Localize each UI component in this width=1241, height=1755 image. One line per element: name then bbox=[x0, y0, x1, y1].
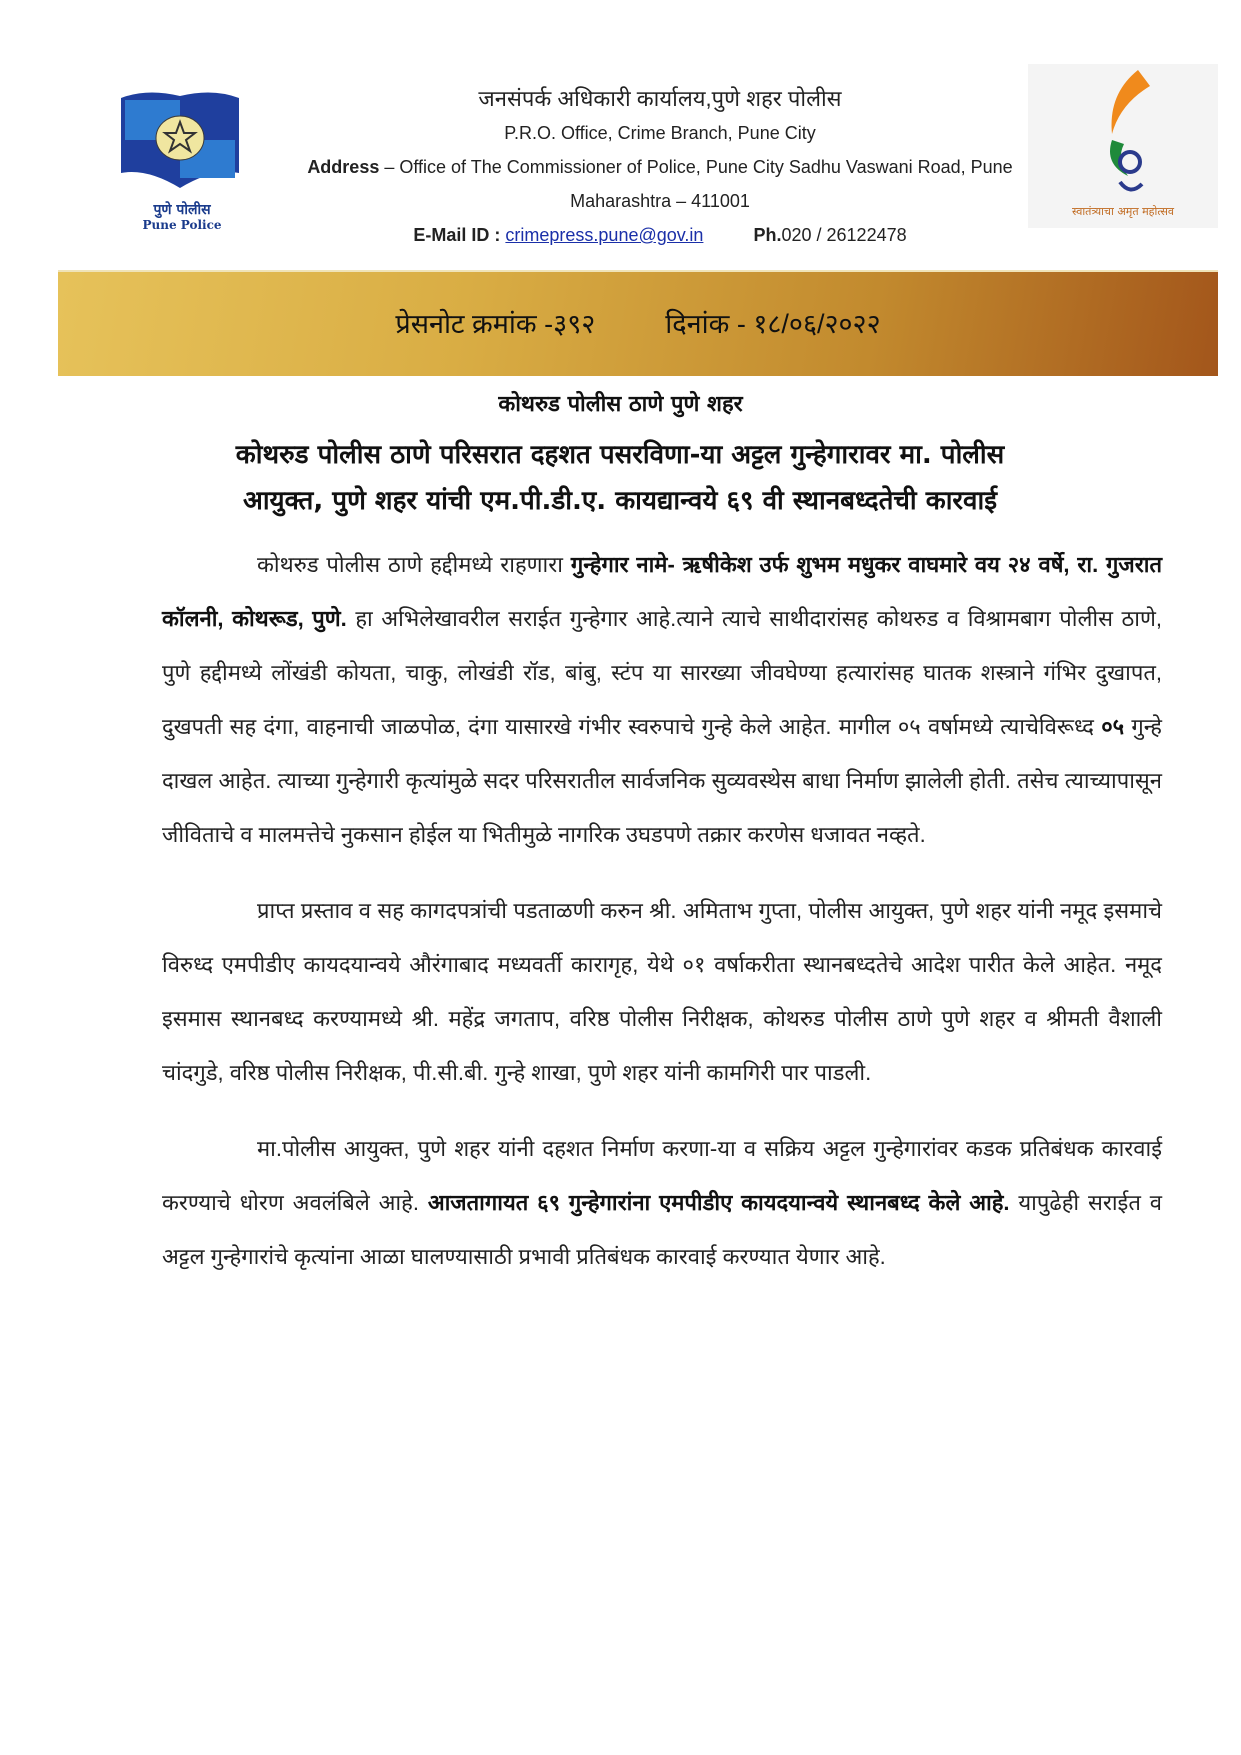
headline-line-2: आयुक्त, पुणे शहर यांची एम.पी.डी.ए. कायद्यान्वये ६९ वी स्थानबध्दतेची कारवाई bbox=[242, 486, 998, 516]
address-label: Address bbox=[307, 157, 380, 177]
p1-text-a: कोथरुड पोलीस ठाणे हद्दीमध्ये राहणारा bbox=[257, 552, 571, 577]
paragraph-2: प्राप्त प्रस्ताव व सह कागदपत्रांची पडताळणी करुन श्री. अमिताभ गुप्ता, पोलीस आयुक्त, पुणे शहर यांनी नमूद इसमाचे विरुध्द एमपीडीए कायदयान्वये औरंगाबाद मध्यवर्ती कारागृह, येथे ०१ वर्षाकरीता स्थानबध्दतेचे आदेश पारीत केले आहेत. नमूद इसमास स्थानबध्द करण्यामध्ये श्री. महेंद्र जगताप, वरिष्ठ पोलीस निरीक्षक, कोथरुड पोलीस ठाणे पुणे शहर व श्रीमती वैशाली चांदगुडे, वरिष्ठ पोलीस निरीक्षक, पी.सी.बी. गुन्हे शाखा, पुणे शहर यांनी कामगिरी पार पाडली. bbox=[162, 898, 1162, 1085]
address-line bbox=[290, 150, 1030, 184]
press-note-date: दिनांक - १८/०६/२०२२ bbox=[665, 309, 881, 339]
phone-number: 020 / 26122478 bbox=[781, 225, 907, 245]
headline-line-1: कोथरुड पोलीस ठाणे परिसरात दहशत पसरविणा-या अट्टल गुन्हेगारावर मा. पोलीस bbox=[235, 440, 1005, 470]
email-label: E-Mail ID : bbox=[413, 225, 506, 245]
headline bbox=[150, 432, 1090, 524]
case-count: ०५ bbox=[1101, 714, 1125, 739]
police-station-subtitle: कोथरुड पोलीस ठाणे पुणे शहर bbox=[498, 392, 743, 417]
paragraph-1 bbox=[162, 538, 1162, 862]
phone-label: Ph. bbox=[753, 225, 782, 245]
azadi-ka-amrit-mahotsav-logo bbox=[1028, 64, 1218, 228]
contact-line bbox=[290, 218, 1030, 252]
pune-police-logo bbox=[112, 88, 252, 238]
press-note-banner bbox=[58, 272, 1218, 376]
address-text: – Office of The Commissioner of Police, Pune City Sadhu Vaswani Road, Pune bbox=[379, 157, 1013, 177]
p3-text-c: यापुढेही सराईत व अट्टल गुन्हेगारांचे कृत्यांना आळा घालण्यासाठी प्रभावी प्रतिबंधक कारवाई करण्यात येणार आहे. bbox=[162, 1190, 1163, 1269]
amrit-mahotsav-flame-icon bbox=[1068, 64, 1178, 204]
logo-caption-marathi: पुणे पोलीस bbox=[153, 202, 211, 218]
office-details bbox=[290, 82, 1030, 252]
office-name-english: P.R.O. Office, Crime Branch, Pune City bbox=[504, 123, 816, 143]
p3-text-a: मा.पोलीस आयुक्त, पुणे शहर यांनी दहशत निर्माण करणा-या व सक्रिय अट्टल गुन्हेगारांवर कडक प्रतिबंधक कारवाई करण्याचे धोरण अवलंबिले आहे. bbox=[162, 1136, 1162, 1215]
paragraph-3 bbox=[162, 1122, 1162, 1284]
letterhead bbox=[0, 0, 1241, 260]
address-line-2: Maharashtra – 411001 bbox=[570, 191, 750, 211]
logo-caption-english: Pune Police bbox=[142, 218, 222, 232]
office-name-marathi: जनसंपर्क अधिकारी कार्यालय,पुणे शहर पोलीस bbox=[478, 86, 842, 111]
amrit-mahotsav-caption: स्वातंत्र्याचा अमृत महोत्सव bbox=[1071, 205, 1175, 218]
press-note-number: प्रेसनोट क्रमांक -३९२ bbox=[395, 309, 596, 339]
police-shield-icon bbox=[117, 88, 243, 198]
press-note-body bbox=[162, 538, 1162, 1306]
mpda-total-statement: आजतागायत ६९ गुन्हेगारांना एमपीडीए कायदयान्वये स्थानबध्द केले आहे. bbox=[427, 1190, 1010, 1215]
accused-details: गुन्हेगार नामे- ऋषीकेश उर्फ शुभम मधुकर वाघमारे वय २४ वर्षे, रा. गुजरात कॉलनी, कोथरूड, पुणे. bbox=[162, 552, 1162, 631]
p1-text-c: हा अभिलेखावरील सराईत गुन्हेगार आहे.त्याने त्याचे साथीदारांसह कोथरुड व विश्रामबाग पोलीस ठाणे, पुणे हद्दीमध्ये लोंखंडी कोयता, चाकु, लोखंडी रॉड, बांबु, स्टंप या सारख्या जीवघेण्या हत्यारांसह घातक शस्त्राने गंभिर दुखापत, दुखपती सह दंगा, वाहनाची जाळपोळ, दंगा यासारखे गंभीर स्वरुपाचे गुन्हे केले आहेत. मागील ०५ वर्षामध्ये त्याचेविरूध्द bbox=[162, 606, 1162, 739]
p1-text-e: गुन्हे दाखल आहेत. त्याच्या गुन्हेगारी कृत्यांमुळे सदर परिसरातील सार्वजनिक सुव्यवस्थेस बाधा निर्माण झालेली होती. तसेच त्याच्यापासून जीविताचे व मालमत्तेचे नुकसान होईल या भितीमुळे नागरिक उघडपणे तक्रार करणेस धजावत नव्हते. bbox=[162, 714, 1162, 847]
email-link[interactable]: crimepress.pune@gov.in bbox=[505, 225, 704, 245]
